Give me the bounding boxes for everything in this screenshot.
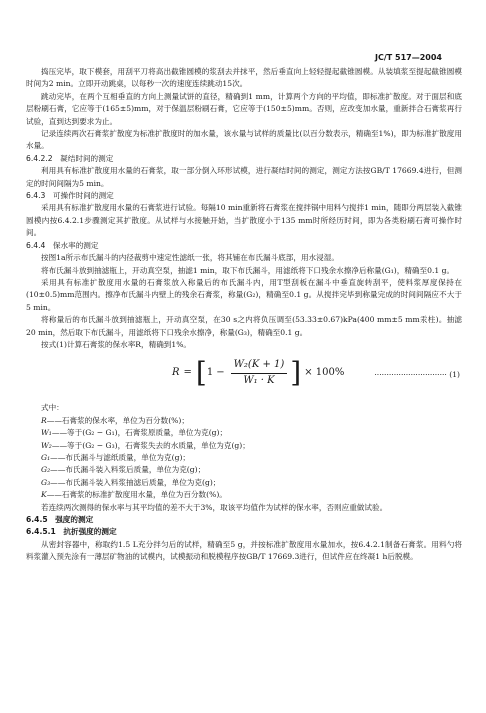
variable-symbol: K bbox=[41, 490, 47, 500]
variable-description: ——石膏浆的标准扩散度用水量，单位为百分数(%)。 bbox=[46, 490, 227, 500]
formula-block bbox=[26, 355, 462, 399]
section-heading: 6.4.3 可操作时间的测定 bbox=[26, 191, 114, 201]
variable-symbol: G₂ bbox=[41, 465, 51, 475]
paragraph: 按图1a所示布氏漏斗的内径裁剪中速定性滤纸一张，将其铺在布氏漏斗底部，用水浸湿。 bbox=[41, 253, 339, 263]
variable-symbol: W₁ bbox=[41, 428, 52, 438]
variable-description: ——等于(G₂ − G₁)，石膏浆原质量，单位为克(g)； bbox=[51, 428, 228, 438]
variable-symbol: W₂ bbox=[41, 440, 52, 450]
variable-definition bbox=[26, 415, 462, 427]
variable-definition bbox=[26, 452, 462, 464]
document-body bbox=[26, 66, 462, 564]
paragraph: 记录连续两次石膏浆扩散度为标准扩散度时的加水量，该水量与试样的质量比(以百分数表示，精确至1%)，即为标准扩散度用水量。 bbox=[26, 129, 462, 151]
formula-one: 1 bbox=[206, 367, 214, 379]
left-bracket: [ bbox=[195, 356, 207, 390]
variable-list bbox=[26, 415, 462, 502]
formula-number-label: (1) bbox=[449, 370, 460, 380]
variable-symbol: G₁ bbox=[41, 452, 51, 462]
formula-lhs: R bbox=[172, 367, 180, 379]
variable-symbol: R bbox=[41, 415, 47, 425]
right-bracket: ] bbox=[290, 356, 302, 390]
where-label: 式中： bbox=[41, 403, 64, 413]
paragraph: 采用具有标准扩散度用水量的石膏浆放入称量后的布氏漏斗内，用T型刮板在漏斗中垂直旋转刮平，使料浆厚度保持在(10±0.5)mm范围内。擦净布氏漏斗内壁上的残余石膏浆，称量(G₂)，精确至0.1 g。从搅拌完毕到称量完成的时间间隔应不大于5 min。 bbox=[26, 277, 462, 312]
water-retention-formula bbox=[172, 356, 345, 390]
variable-description: ——布氏漏斗装入料浆抽滤后质量，单位为克(g)； bbox=[50, 477, 221, 487]
variable-symbol: G₃ bbox=[41, 477, 51, 487]
formula-number bbox=[374, 369, 460, 381]
section-heading: 6.4.2.2 凝结时间的测定 bbox=[26, 153, 114, 163]
formula-denominator: W₁ · K bbox=[243, 374, 275, 386]
paragraph: 若连续两次测得的保水率与其平均值的差不大于3%，取该平均值作为试样的保水率，否则应重做试验。 bbox=[41, 502, 388, 512]
variable-description: ——布氏漏斗装入料浆后质量，单位为克(g)； bbox=[50, 465, 206, 475]
paragraph: 跳动完毕，在两个互相垂直的方向上测量试饼的直径，精确到1 mm，计算两个方向的平均值，即标准扩散度。对于面层和底层粉刷石膏，它应等于(165±5)mm，对于保温层粉刷石膏，它应等于(150±5)mm。否则，应改变加水量，重新拌合石膏浆再行试验，直到达到要求为止。 bbox=[26, 91, 462, 126]
standard-code: JC/T 517—2004 bbox=[375, 53, 442, 62]
variable-definition bbox=[26, 489, 462, 501]
formula-fraction bbox=[231, 359, 288, 387]
paragraph: 从密封容器中，称取约1.5 L充分拌匀后的试样，精确至5 g，并按标准扩散度用水量加水，按6.4.2.1制备石膏浆。用料勺将料浆灌入预先涂有一薄层矿物油的试模内，试模振动和脱模程序按GB/T 17669.3进行，但试件应在终凝1 h后脱模。 bbox=[26, 539, 462, 562]
paragraph: 将布氏漏斗放到抽滤瓶上，开动真空泵，抽滤1 min，取下布氏漏斗，用滤纸将下口残余水擦净后称量(G₁)，精确至0.1 g。 bbox=[41, 265, 455, 275]
formula-minus: − bbox=[216, 367, 225, 379]
section-heading: 6.4.5 强度的测定 bbox=[26, 515, 94, 524]
variable-definition bbox=[26, 477, 462, 489]
paragraph: 采用具有标准扩散度用水量的石膏浆进行试验。每隔10 min重新将石膏浆在搅拌锅中用料勺搅拌1 min，随即分两层装入截锥圆模内按6.4.2.1步骤测定其扩散度。从试样与水接触开始，当扩散度小于135 mm时所经历时间，即为各类粉刷石膏可操作时间。 bbox=[26, 203, 462, 238]
section-heading: 6.4.4 保水率的测定 bbox=[26, 240, 99, 250]
variable-description: ——布氏漏斗与滤纸质量，单位为克(g)； bbox=[50, 452, 191, 462]
formula-times: × 100% bbox=[304, 367, 345, 379]
paragraph: 捣压完毕，取下模套，用刮平刀将高出截锥圆模的浆刮去并抹平，然后垂直向上轻轻提起截锥圆模。从装填浆至提起截锥圆模时间为2 min。立即开动跳桌，以每秒一次的速度连续跳动15次。 bbox=[26, 67, 462, 89]
variable-description: ——石膏浆的保水率，单位为百分数(%)； bbox=[46, 415, 189, 425]
section-heading: 6.4.5.1 抗折强度的测定 bbox=[26, 527, 117, 537]
formula-equals: = bbox=[183, 367, 192, 379]
variable-definition bbox=[26, 464, 462, 476]
paragraph: 按式(1)计算石膏浆的保水率R，精确到1%。 bbox=[41, 339, 192, 349]
paragraph: 将称量后的布氏漏斗放到抽滤瓶上，开动真空泵，在30 s之内将负压调至(53.33±0.67)kPa(400 mm±5 mm汞柱)。抽滤20 min，然后取下布氏漏斗，用滤纸将下口残余水擦净，称量(G₃)，精确至0.1 g。 bbox=[26, 315, 462, 337]
formula-numerator: W₂(K + 1) bbox=[231, 359, 288, 373]
variable-definition bbox=[26, 427, 462, 439]
variable-definition bbox=[26, 440, 462, 452]
paragraph: 利用具有标准扩散度用水量的石膏浆，取一部分倒入环形试模，进行凝结时间的测定，测定方法按GB/T 17669.4进行，但测定的时间间隔为5 min。 bbox=[26, 166, 462, 188]
variable-description: ——等于(G₂ − G₃)，石膏浆失去的水质量，单位为克(g)； bbox=[51, 440, 250, 450]
formula-leader: ······························ bbox=[374, 370, 447, 380]
